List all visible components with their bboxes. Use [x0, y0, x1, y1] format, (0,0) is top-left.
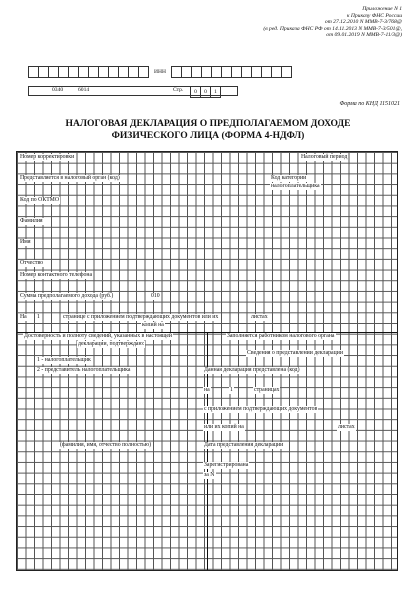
name-label: Имя — [20, 239, 31, 245]
submitted-code-label: Данная декларация представлена (код) — [204, 367, 300, 373]
page-number-cells — [190, 86, 221, 98]
page-label: Стр. — [173, 87, 184, 93]
taxpayer-category-label-2: налогоплательщика — [271, 183, 320, 189]
page-digit: 0 — [191, 87, 201, 98]
tax-period-label: Налоговый период — [301, 154, 348, 160]
appendix-line: к Приказу ФНС России — [346, 12, 402, 19]
on-label-2: на — [204, 387, 210, 393]
appendix-line: (в ред. Приказа ФНС РФ от 14.11.2013 N ММВ-7-3/501@, — [263, 25, 402, 32]
page-digit: 0 — [201, 87, 211, 98]
pages-label-2: страницах — [254, 387, 280, 393]
title-line: ФИЗИЧЕСКОГО ЛИЦА (ФОРМА 4-НДФЛ) — [111, 129, 305, 141]
sheets-label-2: листах — [338, 424, 355, 430]
appendix-line: от 27.12.2010 N ММВ-7-3/768@ — [324, 19, 402, 26]
sheets-label: листах — [251, 314, 268, 320]
one-digit: 1 — [230, 387, 233, 393]
pages-text: странице с приложением подтверждающих документов или их — [63, 314, 219, 320]
phone-label: Номер контактного телефона — [20, 272, 93, 278]
info-header: Сведения о представлении декларации — [247, 350, 343, 356]
taxpayer-category-label: Код категории — [271, 175, 307, 181]
declaration-form-grid — [16, 151, 398, 571]
option-representative: 2 - представитель налогоплательщика — [37, 367, 131, 373]
form-code: Форма по КНД 1151021 — [339, 101, 400, 107]
on-label: На — [20, 314, 27, 320]
page-title — [0, 118, 416, 141]
surname-label: Фамилия — [20, 218, 43, 224]
income-sum-label: Сумма предполагаемого дохода (руб.) — [20, 293, 114, 299]
appendix-line: Приложение N 1 — [362, 6, 402, 12]
under-number-label: за N — [204, 472, 215, 478]
submission-date-label: Дата представления декларации — [204, 442, 284, 448]
option-taxpayer: 1 - налогоплательщик — [37, 357, 91, 363]
inn-grid — [28, 66, 292, 78]
oktmo-label: Код по ОКТМО — [20, 197, 60, 203]
confirm-text-2: декларации, подтверждаю: — [78, 341, 145, 347]
title-line: НАЛОГОВАЯ ДЕКЛАРАЦИЯ О ПРЕДПОЛАГАЕМОМ ДОХОДЕ — [65, 118, 351, 129]
code2: 6014 — [78, 87, 90, 93]
fio-hint: (фамилия, имя, отчество полностью) — [60, 442, 152, 448]
income-code: 010 — [151, 293, 160, 299]
code1: 0340 — [52, 87, 64, 93]
pages-digit: 1 — [37, 314, 40, 320]
inn-label: ИНН — [154, 69, 166, 75]
registered-label: Зарегистрирована — [204, 462, 249, 468]
submitted-to-label: Представляется в налоговый орган (код) — [20, 175, 120, 181]
patronymic-label: Отчество — [20, 260, 44, 266]
appendix-line: от 09.01.2019 N ММВ-7-11/3@) — [326, 32, 402, 39]
correction-number-label: Номер корректировки — [20, 154, 75, 160]
copies-text: копий на — [142, 322, 164, 328]
with-docs-label: с приложением подтверждающих документов — [204, 406, 318, 412]
appendix-note — [172, 6, 402, 39]
staff-header: Заполняется работником налогового органа — [227, 333, 335, 339]
spacer — [28, 80, 68, 81]
page-digit: 1 — [211, 87, 221, 98]
confirm-text: Достоверность и полноту сведений, указанных в настоящей — [24, 333, 173, 339]
or-copies-label: или их копий на — [204, 424, 244, 430]
